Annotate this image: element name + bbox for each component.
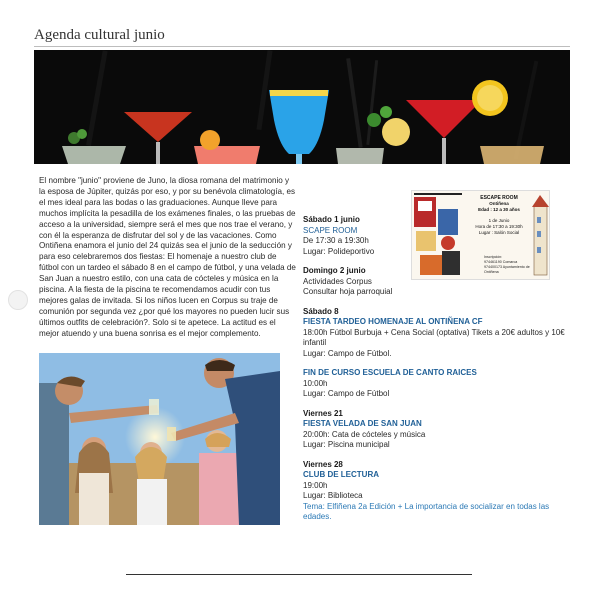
- poster-time: Hora de 17:30 a 19:30h: [475, 224, 523, 229]
- event-name: FIESTA VELADA DE SAN JUAN: [303, 419, 422, 428]
- event-item: [303, 409, 568, 451]
- poster-date: 1 de Junio: [488, 218, 510, 223]
- event-line: Lugar: Piscina municipal: [303, 440, 390, 449]
- page-title: Agenda cultural junio: [34, 27, 165, 43]
- poster-title: ESCAPE ROOM: [480, 195, 518, 201]
- event-line: Lugar: Campo de Fútbol: [303, 389, 390, 398]
- event-line: Lugar: Polideportivo: [303, 246, 375, 256]
- poster-signup: Inscripción:: [484, 255, 503, 259]
- event-line: Lugar: Campo de Fútbol.: [303, 348, 392, 358]
- event-date: Domingo 2 junio: [303, 266, 366, 275]
- event-item: [303, 266, 568, 298]
- poster-place: Lugar : Salón Social: [478, 230, 520, 235]
- event-line: Consultar hoja parroquial: [303, 287, 393, 296]
- event-line: De 17:30 a 19:30h: [303, 236, 369, 245]
- event-item: [303, 368, 568, 400]
- event-date: Sábado 8: [303, 306, 339, 316]
- event-item: [303, 215, 568, 257]
- event-name: FIESTA TARDEO HOMENAJE AL ONTIÑENA CF: [303, 317, 483, 326]
- event-line: Actividades Corpus: [303, 276, 372, 286]
- event-name: SCAPE ROOM: [303, 225, 358, 235]
- event-name: FIN DE CURSO ESCUELA DE CANTO RAICES: [303, 368, 477, 377]
- cocktails-illustration: [34, 50, 570, 164]
- poster-ages: Edad : 12 a 30 años: [478, 207, 520, 212]
- event-line: 10:00h: [303, 378, 328, 388]
- cocktails-photo: [34, 50, 570, 164]
- title-divider: [34, 46, 570, 47]
- event-line: 20:00h: Cata de cócteles y música: [303, 429, 426, 439]
- intro-paragraph: El nombre "junio" proviene de Juno, la diosa romana del matrimonio y la esposa de Júpiter, quizás por eso, y por su benévola climatología, es el mes ideal para las bodas o las graduaciones. Aunque lleve para muchos implícita la pesadilla de los exámenes finales, o las pruebas de acceso a la universidad, siempre será el mes que nos trae el verano, y con él la esperanza de disfrutar del sol y de las vacaciones. Como Ontiñena enamora el junio del 24 quizás sea el junio de la seducción y para eso celebraremos dos fiestas: El homenaje a nuestro club de fútbol con un tardeo el sábado 8 en el campo de fútbol, y una velada de San Juan a nuestro estilo, con una cata de cócteles y música en la piscina. A la fiesta de la piscina te recomendamos acudir con tus mejores galas de invitada. Si los niños lucen en Corpus su traje de comunión por segunda vez ¿por qué los mayores no pueden lucir sus últimos outfits de celebración?. Solo si te apetece. La actitud es el mejor atuendo y una buena sonrisa es el mejor complemento.: [39, 176, 296, 338]
- poster-subtitle: Ontiñena: [489, 201, 509, 206]
- event-line: 18:00h Fútbol Burbuja + Cena Social (optativa) Tikets a 20€ adultos y 10€ infantil: [303, 327, 565, 347]
- event-name: CLUB DE LECTURA: [303, 470, 379, 479]
- events-list: [303, 215, 568, 532]
- poster-phone: 974461190 Comarca: [484, 260, 518, 264]
- event-line: 19:00h: [303, 480, 328, 490]
- friends-toasting-photo: [39, 353, 280, 525]
- carousel-prev-button[interactable]: [8, 290, 28, 310]
- event-date: Viernes 21: [303, 408, 343, 418]
- event-theme: Tema: Elfiñena 2a Edición + La importancia de socializar en todas las edades.: [303, 501, 550, 521]
- event-item: [303, 460, 568, 523]
- event-item: [303, 307, 568, 360]
- event-line: Lugar: Biblioteca: [303, 491, 363, 500]
- event-date: Viernes 28: [303, 459, 343, 469]
- friends-illustration: [39, 353, 280, 525]
- poster-org: 974400173 Ayuntamiento de Ontiñena: [484, 265, 530, 274]
- bottom-divider: [126, 574, 472, 575]
- event-date: Sábado 1 junio: [303, 215, 360, 224]
